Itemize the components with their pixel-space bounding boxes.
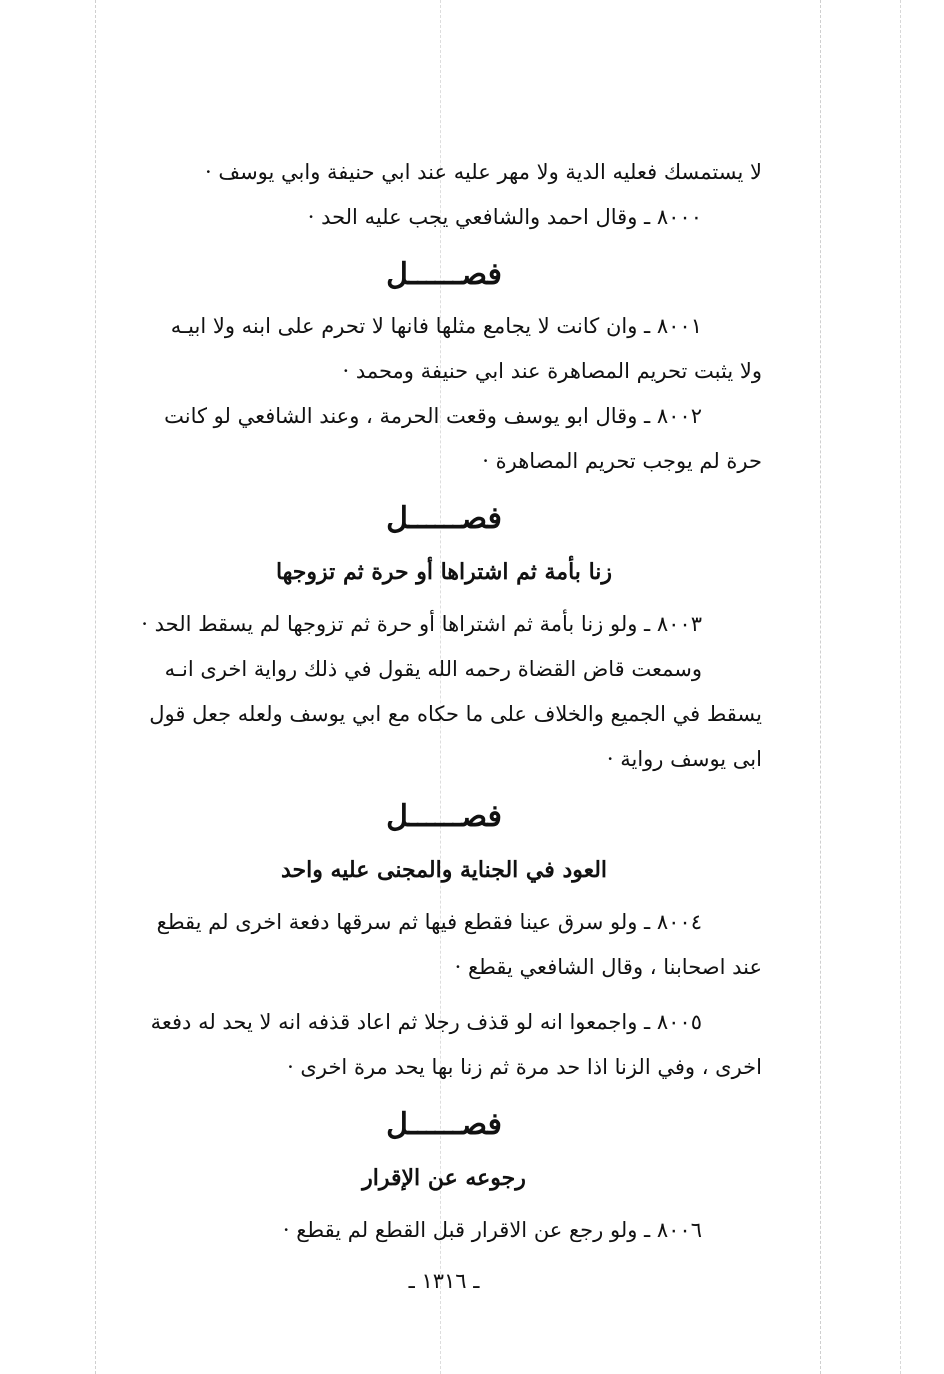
paragraph-spacer xyxy=(126,990,762,1000)
section-heading: فصــــــل xyxy=(386,501,502,536)
margin-guide-right xyxy=(820,0,821,1374)
paragraph-8002 xyxy=(126,394,762,484)
section-heading: فصــــــل xyxy=(386,1107,502,1142)
section-subtitle: زنا بأمة ثم اشتراها أو حرة ثم تزوجها xyxy=(275,559,613,585)
page-number: ـ ١٣١٦ ـ xyxy=(408,1269,480,1293)
section-heading: فصــــــل xyxy=(386,257,502,292)
section-subtitle: رجوعه عن الإقرار xyxy=(362,1165,526,1191)
text-line: ٨٠٠٤ ـ ولو سرق عينا فقطع فيها ثم سرقها دفعة اخرى لم يقطع xyxy=(156,910,702,934)
text-line: ٨٠٠٥ ـ واجمعوا انه لو قذف رجلا ثم اعاد قذفه انه لا يحد له دفعة xyxy=(150,1010,702,1034)
text-line: ٨٠٠٦ ـ ولو رجع عن الاقرار قبل القطع لم يقطع · xyxy=(282,1218,702,1242)
text-line: ٨٠٠١ ـ وان كانت لا يجامع مثلها فانها لا تحرم على ابنه ولا ابيـه xyxy=(170,314,702,338)
section-heading: فصــــــل xyxy=(386,799,502,834)
section-subtitle: العود في الجناية والمجنى عليه واحد xyxy=(280,857,608,883)
paragraph-8004 xyxy=(126,900,762,990)
text-line: ابى يوسف رواية · xyxy=(606,747,762,771)
text-line: لا يستمسك فعليه الدية ولا مهر عليه عند ابي حنيفة وابي يوسف · xyxy=(205,160,762,184)
opening-text xyxy=(126,150,762,240)
text-line: ولا يثبت تحريم المصاهرة عند ابي حنيفة ومحمد · xyxy=(342,359,762,383)
text-line: يسقط في الجميع والخلاف على ما حكاه مع ابي يوسف ولعله جعل قول xyxy=(149,702,762,726)
text-line: وسمعت قاض القضاة رحمه الله يقول في ذلك رواية اخرى انـه xyxy=(164,657,702,681)
text-line: عند اصحابنا ، وقال الشافعي يقطع · xyxy=(454,955,762,979)
paragraph-8005 xyxy=(126,1000,762,1090)
margin-guide-left xyxy=(95,0,96,1374)
text-line: حرة لم يوجب تحريم المصاهرة · xyxy=(482,449,762,473)
text-line: اخرى ، وفي الزنا اذا حد مرة ثم زنا بها يحد مرة اخرى · xyxy=(287,1055,762,1079)
document-page xyxy=(126,150,762,1303)
paragraph-8006 xyxy=(126,1208,762,1253)
paragraph-8003 xyxy=(126,602,762,782)
text-line: ٨٠٠٣ ـ ولو زنا بأمة ثم اشتراها أو حرة ثم تزوجها لم يسقط الحد · xyxy=(141,612,702,636)
text-line: ٨٠٠٢ ـ وقال ابو يوسف وقعت الحرمة ، وعند الشافعي لو كانت xyxy=(164,404,702,428)
margin-guide-far-right xyxy=(900,0,901,1374)
paragraph-8000: ٨٠٠٠ ـ وقال احمد والشافعي يجب عليه الحد · xyxy=(307,205,702,229)
paragraph-8001 xyxy=(126,304,762,394)
